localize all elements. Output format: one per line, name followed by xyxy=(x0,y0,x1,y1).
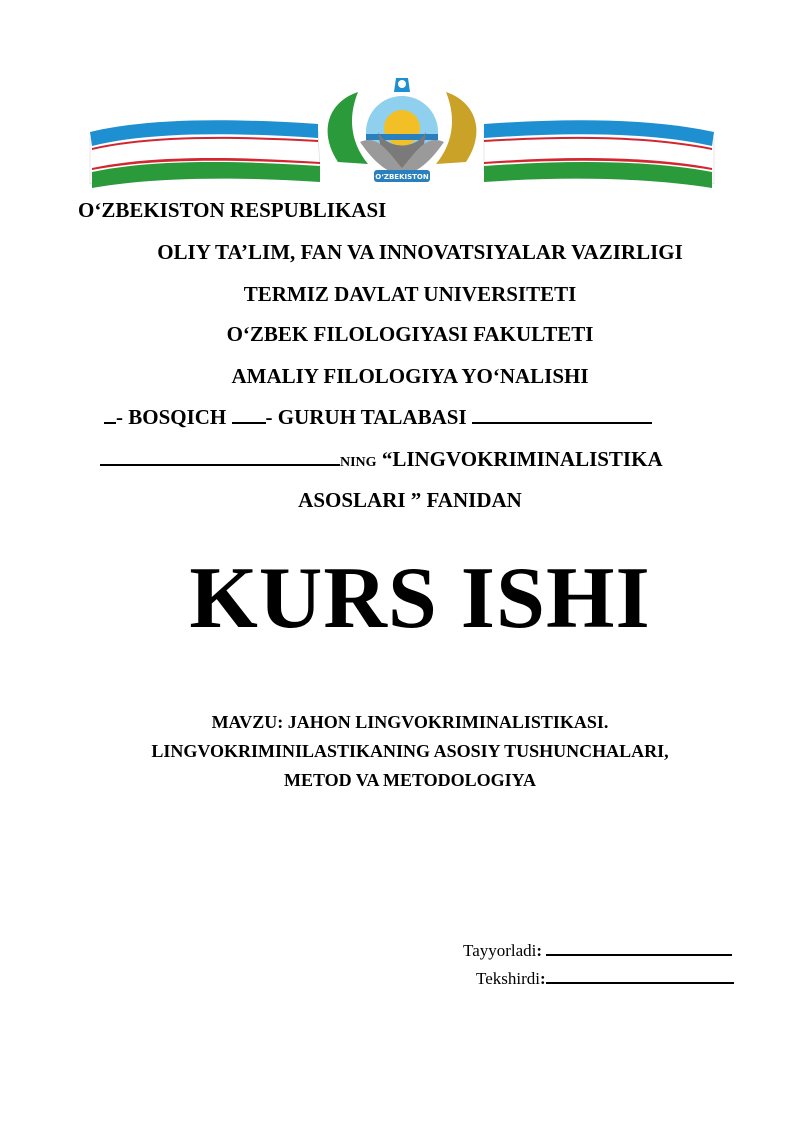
left-flag-ribbon xyxy=(90,120,320,188)
group-blank xyxy=(232,404,266,424)
topic-block xyxy=(10,708,800,795)
emblem-banner-text: O‘ZBEKISTON xyxy=(375,173,429,181)
prepared-by-blank xyxy=(546,938,732,956)
student-stage-group-line xyxy=(104,404,652,430)
ning-suffix: NING xyxy=(340,455,377,470)
state-emblem-flag-banner xyxy=(88,72,716,194)
checked-by-label: Tekshirdi xyxy=(476,969,540,988)
prepared-by-line: Tayyorladi: xyxy=(463,938,732,961)
subject-name-start: “LINGVOKRIMINALISTIKA xyxy=(381,447,663,471)
checked-by-line: Tekshirdi: xyxy=(476,966,734,989)
republic-heading: O‘ZBEKISTON RESPUBLIKASI xyxy=(78,198,387,222)
coat-of-arms xyxy=(322,78,482,194)
topic-line-3: METOD VA METODOLOGIYA xyxy=(283,770,537,790)
student-name-blank xyxy=(472,404,652,424)
faculty-heading: O‘ZBEK FILOLOGIYASI FAKULTETI xyxy=(226,322,594,346)
direction-heading: AMALIY FILOLOGIYA YO‘NALISHI xyxy=(231,364,589,388)
university-heading: TERMIZ DAVLAT UNIVERSITETI xyxy=(243,282,577,306)
topic-line-2: LINGVOKRIMINILASTIKANING ASOSIY TUSHUNCHALARI, xyxy=(151,741,669,761)
document-title: KURS ISHI xyxy=(189,550,651,647)
group-label: - GURUH TALABASI xyxy=(265,405,467,429)
stage-label: - BOSQICH xyxy=(116,405,227,429)
subject-name-end: ASOSLARI ” FANIDAN xyxy=(298,488,522,512)
stage-blank xyxy=(104,404,116,424)
topic-line-1: MAVZU: JAHON LINGVOKRIMINALISTIKASI. xyxy=(211,712,609,732)
prepared-by-label: Tayyorladi xyxy=(463,941,537,960)
right-flag-ribbon xyxy=(484,120,714,188)
ministry-heading: OLIY TA’LIM, FAN VA INNOVATSIYALAR VAZIRLIGI xyxy=(157,240,683,264)
checked-by-blank xyxy=(546,966,734,984)
student-surname-blank xyxy=(100,446,340,466)
student-subject-line xyxy=(100,446,663,472)
